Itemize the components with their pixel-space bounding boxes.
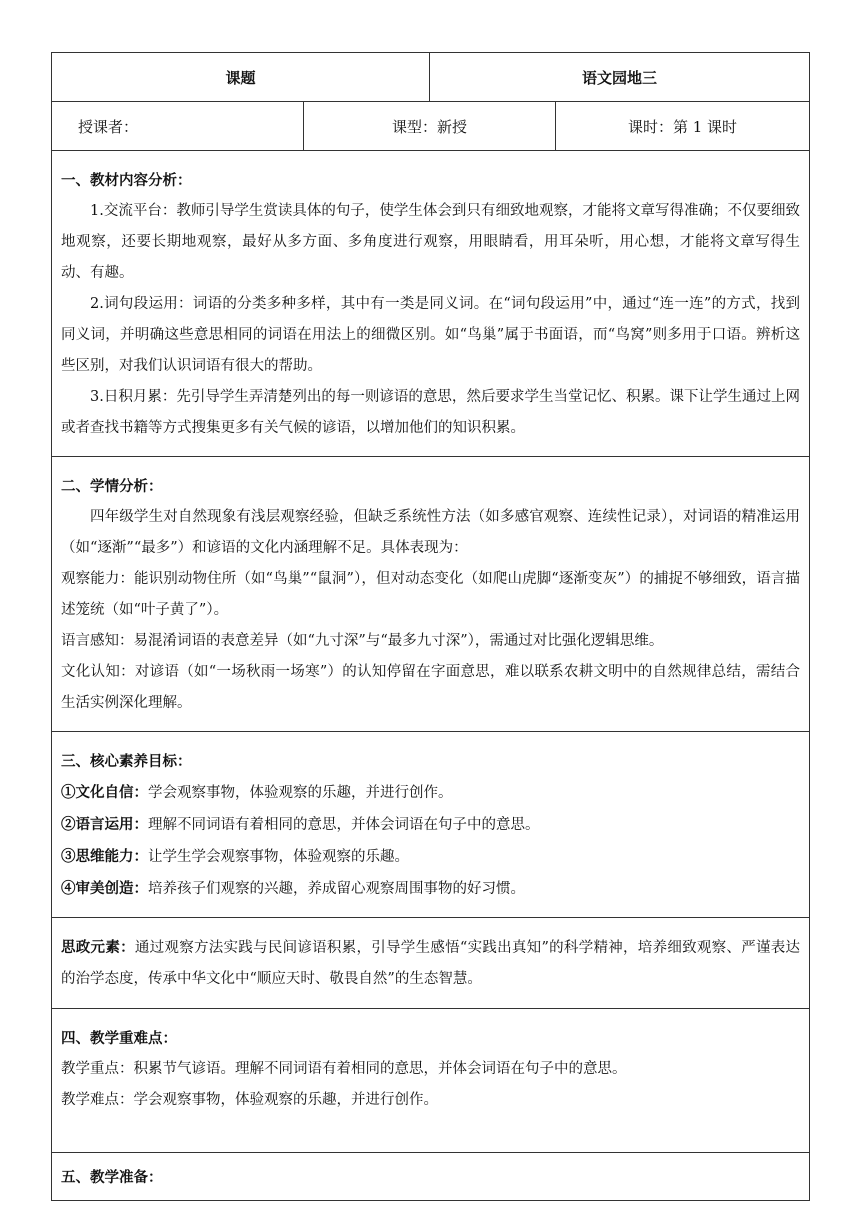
goal-label: ②语言运用： — [61, 816, 148, 833]
goal-item — [61, 873, 800, 905]
paragraph: 语言感知：易混淆词语的表意差异（如“九寸深”与“最多九寸深”），需通过对比强化逻辑思维。 — [61, 633, 664, 649]
goal-label: ①文化自信： — [61, 784, 148, 801]
lesson-time: 课时：第 1 课时 — [556, 102, 810, 151]
goal-text: 学会观察事物，体验观察的乐趣，并进行创作。 — [148, 785, 453, 801]
section-title: 五、教学准备： — [61, 1169, 163, 1186]
lesson-plan-page — [51, 52, 809, 1201]
topic-value: 语文园地三 — [430, 53, 810, 102]
lesson-type: 课型：新授 — [304, 102, 556, 151]
goal-item — [61, 777, 800, 809]
section-core-goals — [52, 732, 810, 918]
section-ideology — [52, 918, 810, 1009]
teacher-label: 授课者： — [52, 102, 304, 151]
paragraph: 2.词句段运用：词语的分类多种多样，其中有一类是同义词。在“词句段运用”中，通过“连一连”的方式，找到同义词，并明确这些意思相同的词语在用法上的细微区别。如“鸟巢”属于书面语，而“鸟窝”则多用于口语。辨析这些区别，对我们认识词语有很大的帮助。 — [61, 296, 801, 374]
goal-label: ③思维能力： — [61, 848, 148, 865]
section-student-analysis — [52, 457, 810, 732]
goal-label: ④审美创造： — [61, 880, 148, 897]
ideology-text: 通过观察方法实践与民间谚语积累，引导学生感悟“实践出真知”的科学精神，培养细致观察、严谨表达的治学态度，传承中华文化中“顺应天时、敬畏自然”的生态智慧。 — [61, 940, 801, 987]
goal-item — [61, 809, 800, 841]
section-title: 四、教学重难点： — [61, 1030, 177, 1047]
lesson-plan-table — [51, 52, 810, 1201]
difficulty-point: 教学难点：学会观察事物，体验观察的乐趣，并进行创作。 — [61, 1092, 438, 1108]
section-material-analysis — [52, 151, 810, 457]
goal-text: 理解不同词语有着相同的意思，并体会词语在句子中的意思。 — [148, 817, 540, 833]
paragraph: 1.交流平台：教师引导学生赏读具体的句子，使学生体会到只有细致地观察，才能将文章写得准确；不仅要细致地观察，还要长期地观察，最好从多方面、多角度进行观察，用眼睛看，用耳朵听，用心想，才能将文章写得生动、有趣。 — [61, 203, 801, 281]
goal-text: 让学生学会观察事物，体验观察的乐趣。 — [148, 849, 409, 865]
goal-text: 培养孩子们观察的兴趣，养成留心观察周围事物的好习惯。 — [148, 881, 525, 897]
topic-label: 课题 — [52, 53, 430, 102]
section-title: 二、学情分析： — [61, 478, 163, 495]
section-title: 一、教材内容分析： — [61, 172, 192, 189]
paragraph: 文化认知：对谚语（如“一场秋雨一场寒”）的认知停留在字面意思，难以联系农耕文明中的自然规律总结，需结合生活实例深化理解。 — [61, 664, 801, 711]
section-preparation — [52, 1153, 810, 1201]
ideology-paragraph — [61, 932, 800, 995]
topic-row — [52, 53, 810, 102]
section-key-points — [52, 1009, 810, 1153]
goal-item — [61, 841, 800, 873]
paragraph: 3.日积月累：先引导学生弄清楚列出的每一则谚语的意思，然后要求学生当堂记忆、积累。课下让学生通过上网或者查找书籍等方式搜集更多有关气候的谚语，以增加他们的知识积累。 — [61, 389, 801, 436]
info-row — [52, 102, 810, 151]
paragraph: 观察能力：能识别动物住所（如“鸟巢”“鼠洞”），但对动态变化（如爬山虎脚“逐渐变灰”）的捕捉不够细致，语言描述笼统（如“叶子黄了”）。 — [61, 571, 801, 618]
ideology-label: 思政元素： — [61, 939, 135, 956]
key-point: 教学重点：积累节气谚语。理解不同词语有着相同的意思，并体会词语在句子中的意思。 — [61, 1061, 627, 1077]
section-title: 三、核心素养目标： — [61, 753, 192, 770]
paragraph: 四年级学生对自然现象有浅层观察经验，但缺乏系统性方法（如多感官观察、连续性记录），对词语的精准运用（如“逐渐”“最多”）和谚语的文化内涵理解不足。具体表现为： — [61, 509, 801, 556]
